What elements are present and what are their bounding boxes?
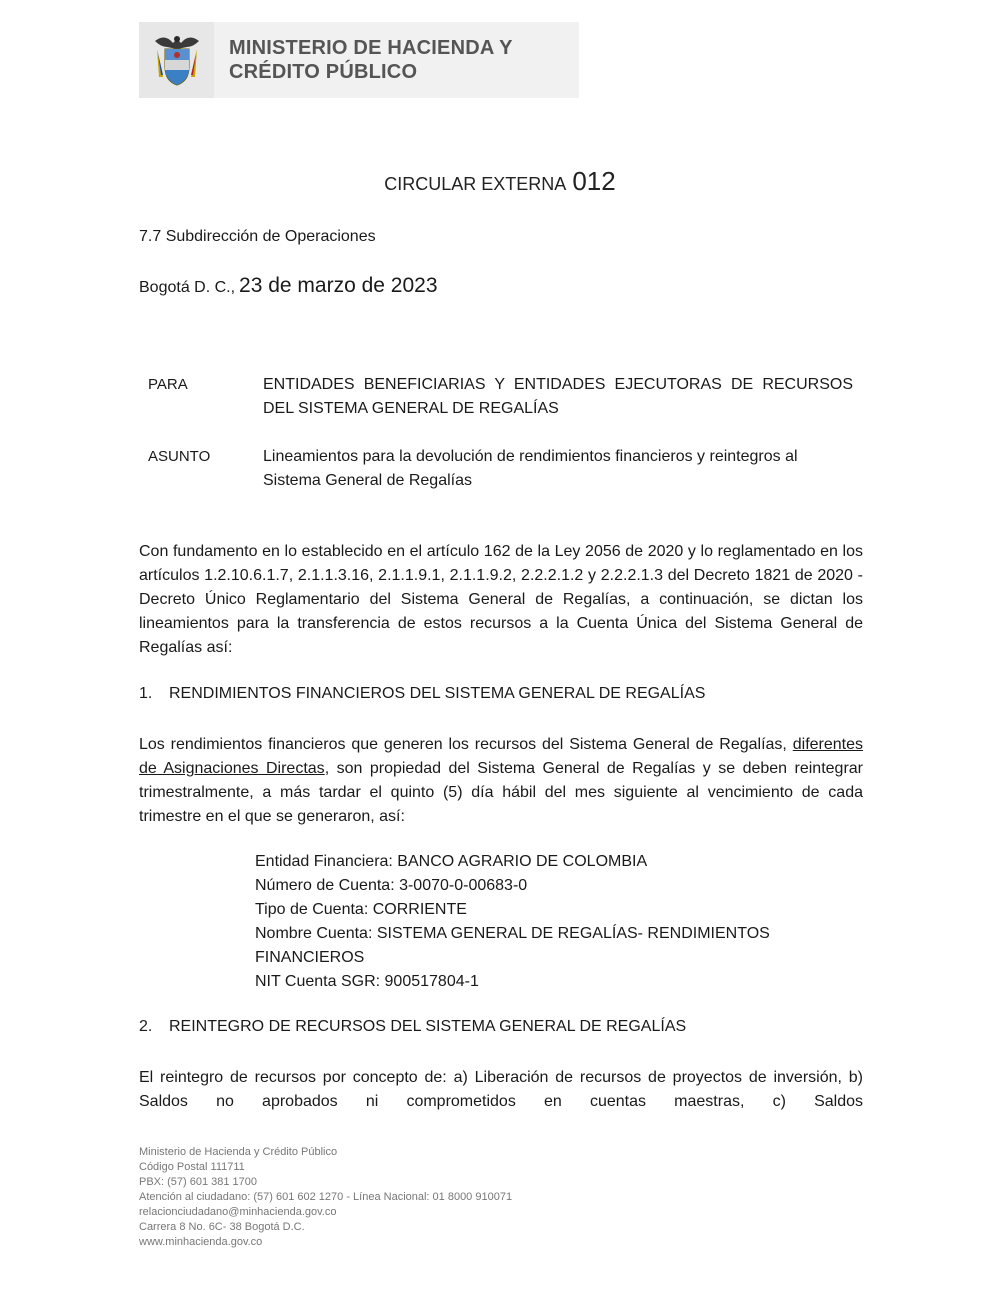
footer-address: Carrera 8 No. 6C- 38 Bogotá D.C. (139, 1221, 305, 1233)
section-1-underlined-text: diferentes de Asignaciones Directas (139, 736, 863, 777)
footer-citizen-service: Atención al ciudadano: (57) 601 602 1270 - Línea Nacional: 01 8000 910071 (139, 1191, 513, 1203)
footer-pbx: PBX: (57) 601 381 1700 (139, 1176, 258, 1188)
asunto-text: Lineamientos para la devolución de rendimientos financieros y reintegros al Sistema General de Regalías (263, 448, 798, 489)
section-2-title: REINTEGRO DE RECURSOS DEL SISTEMA GENERAL DE REGALÍAS (169, 1018, 687, 1035)
footer-contact (139, 1145, 512, 1250)
para-text: ENTIDADES BENEFICIARIAS Y ENTIDADES EJECUTORAS DE RECURSOS DEL SISTEMA GENERAL DE REGALÍAS (263, 376, 853, 417)
account-nit: NIT Cuenta SGR: 900517804-1 (255, 973, 479, 990)
section-1-text-end: , son propiedad del Sistema General de Regalías y se deben reintegrar trimestralmente, a más tardar el quinto (5) día hábil del mes siguiente al vencimiento de cada trimestre en el que se generaron, así: (139, 760, 864, 825)
city: Bogotá D. C., (139, 279, 236, 296)
ministry-name-line2: CRÉDITO PÚBLICO (229, 61, 418, 83)
account-name: Nombre Cuenta: SISTEMA GENERAL DE REGALÍAS- RENDIMIENTOS FINANCIEROS (255, 925, 770, 966)
asunto-label: ASUNTO (148, 448, 211, 465)
circular-title (0, 166, 1000, 197)
section-1-heading (139, 685, 705, 703)
section-1-text-start: Los rendimientos financieros que generen los recursos del Sistema General de Regalías, (139, 736, 787, 753)
footer-ministry: Ministerio de Hacienda y Crédito Público (139, 1146, 338, 1158)
footer-website: www.minhacienda.gov.co (139, 1236, 263, 1248)
issuing-office: 7.7 Subdirección de Operaciones (139, 228, 376, 245)
letterhead (139, 22, 579, 98)
account-type: Tipo de Cuenta: CORRIENTE (255, 901, 467, 918)
coat-of-arms-icon (151, 31, 203, 89)
account-number: Número de Cuenta: 3-0070-0-00683-0 (255, 877, 528, 894)
dateline (139, 274, 438, 298)
para-label: PARA (148, 376, 188, 393)
ministry-name (229, 36, 513, 84)
date: 23 de marzo de 2023 (239, 274, 438, 297)
account-bank: Entidad Financiera: BANCO AGRARIO DE COLOMBIA (255, 853, 648, 870)
account-details (255, 850, 865, 994)
section-2-paragraph: El reintegro de recursos por concepto de: a) Liberación de recursos de proyectos de inversión, b) Saldos no aprobados ni comprometidos en cuentas maestras, c) Saldos (139, 1069, 863, 1110)
circular-title-label: CIRCULAR EXTERNA (384, 174, 567, 194)
section-2-number: 2. (139, 1018, 153, 1035)
ministry-name-line1: MINISTERIO DE HACIENDA Y (229, 37, 513, 59)
intro-paragraph: Con fundamento en lo establecido en el artículo 162 de la Ley 2056 de 2020 y lo reglamentado en los artículos 1.2.10.6.1.7, 2.1.1.3.16, 2.1.1.9.1, 2.1.1.9.2, 2.2.2.1.2 y 2.2.2.1.3 del Decreto 1821 de 2020 - Decreto Único Reglamentario del Sistema General de Regalías, a continuación, se dictan los lineamientos para la transferencia de estos recursos a la Cuenta Única del Sistema General de Regalías así: (139, 543, 863, 656)
section-2-heading (139, 1018, 686, 1036)
section-1-paragraph (139, 733, 863, 829)
section-1-title: RENDIMIENTOS FINANCIEROS DEL SISTEMA GENERAL DE REGALÍAS (169, 685, 706, 702)
footer-email: relacionciudadano@minhacienda.gov.co (139, 1206, 337, 1218)
coat-of-arms-logo (139, 22, 214, 98)
section-1-number: 1. (139, 685, 153, 702)
footer-postal-code: Código Postal 111711 (139, 1161, 245, 1173)
circular-number: 012 (572, 166, 616, 196)
